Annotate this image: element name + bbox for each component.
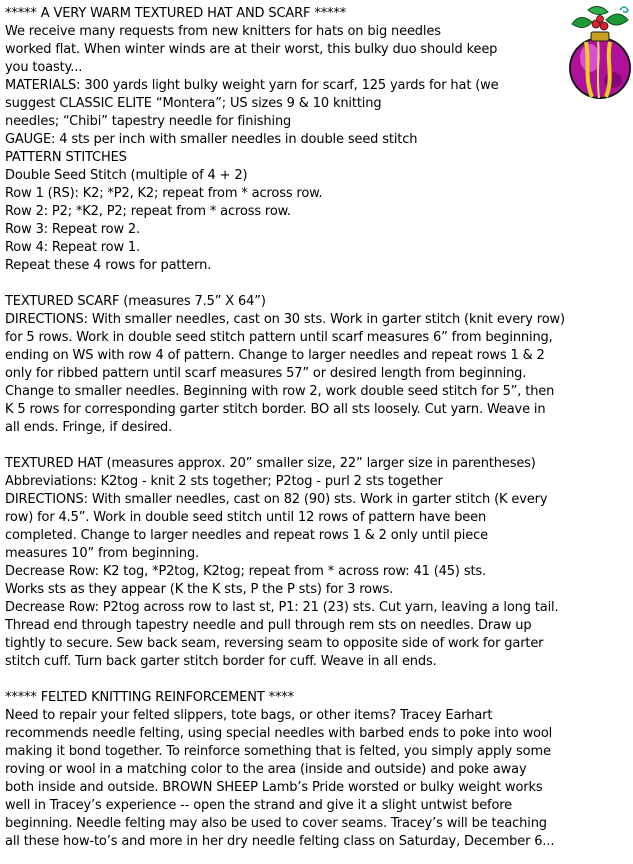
intro-line: worked flat. When winter winds are at their worst, this bulky duo should keep [5, 42, 498, 57]
article-heading-hat-scarf: ***** A VERY WARM TEXTURED HAT AND SCARF ***** [5, 6, 347, 21]
hat-line: Abbreviations: K2tog - knit 2 sts together; P2tog - purl 2 sts together [5, 474, 443, 489]
gauge-line: GAUGE: 4 sts per inch with smaller needles in double seed stitch [5, 132, 418, 147]
materials-line: suggest CLASSIC ELITE “Montera”; US sizes 9 & 10 knitting [5, 96, 382, 111]
hat-line: Decrease Row: K2 tog, *P2tog, K2tog; repeat from * across row: 41 (45) sts. [5, 564, 486, 579]
hat-line: Works sts as they appear (K the K sts, P the P sts) for 3 rows. [5, 582, 394, 597]
scarf-line: DIRECTIONS: With smaller needles, cast on 30 sts. Work in garter stitch (knit every row) [5, 312, 565, 327]
scarf-line: only for ribbed pattern until scarf measures 57” or desired length from beginning. [5, 366, 527, 381]
pattern-stitch-line: Row 3: Repeat row 2. [5, 222, 141, 237]
felting-line: all these how-to’s and more in her dry needle felting class on Saturday, December 6... [5, 834, 555, 849]
christmas-ornament-icon [558, 2, 632, 102]
pattern-stitch-line: Row 4: Repeat row 1. [5, 240, 141, 255]
intro-line: you toasty... [5, 60, 83, 75]
pattern-stitch-line: Row 2: P2; *K2, P2; repeat from * across row. [5, 204, 291, 219]
materials-line: needles; “Chibi” tapestry needle for finishing [5, 114, 292, 129]
hat-line: measures 10” from beginning. [5, 546, 200, 561]
felting-line: roving or wool in a matching color to the area (inside and outside) and poke away [5, 762, 527, 777]
hat-line: Thread end through tapestry needle and pull through rem sts on needles. Draw up [5, 618, 532, 633]
hat-line: stitch cuff. Turn back garter stitch border for cuff. Weave in all ends. [5, 654, 437, 669]
felting-line: beginning. Needle felting may also be used to cover seams. Tracey’s will be teaching [5, 816, 547, 831]
felting-line: both inside and outside. BROWN SHEEP Lamb’s Pride worsted or bulky weight works [5, 780, 543, 795]
felting-line: making it bond together. To reinforce something that is felted, you simply apply some [5, 744, 551, 759]
felting-line: Need to repair your felted slippers, tote bags, or other items? Tracey Earhart [5, 708, 493, 723]
hat-line: tightly to secure. Sew back seam, reversing seam to opposite side of work for garter [5, 636, 544, 651]
hat-line: DIRECTIONS: With smaller needles, cast on 82 (90) sts. Work in garter stitch (K every [5, 492, 548, 507]
intro-line: We receive many requests from new knitters for hats on big needles [5, 24, 441, 39]
hat-line: row) for 4.5”. Work in double seed stitch until 12 rows of pattern have been [5, 510, 487, 525]
article-heading-felting: ***** FELTED KNITTING REINFORCEMENT **** [5, 690, 294, 705]
felting-line: well in Tracey’s experience -- open the strand and give it a slight untwist before [5, 798, 513, 813]
scarf-line: all ends. Fringe, if desired. [5, 420, 173, 435]
materials-line: MATERIALS: 300 yards light bulky weight yarn for scarf, 125 yards for hat (we [5, 78, 499, 93]
hat-line: completed. Change to larger needles and repeat rows 1 & 2 only until piece [5, 528, 488, 543]
pattern-stitch-line: Double Seed Stitch (multiple of 4 + 2) [5, 168, 248, 183]
scarf-line: for 5 rows. Work in double seed stitch pattern until scarf measures 6” from beginning, [5, 330, 553, 345]
felting-line: recommends needle felting, using special needles with barbed ends to poke into wool [5, 726, 553, 741]
hat-heading: TEXTURED HAT (measures approx. 20” smaller size, 22” larger size in parentheses) [5, 456, 536, 471]
scarf-line: K 5 rows for corresponding garter stitch border. BO all sts loosely. Cut yarn. Weave in [5, 402, 546, 417]
pattern-stitches-heading: PATTERN STITCHES [5, 150, 127, 165]
scarf-line: Change to smaller needles. Beginning with row 2, work double seed stitch for 5”, then [5, 384, 555, 399]
scarf-heading: TEXTURED SCARF (measures 7.5” X 64”) [5, 294, 266, 309]
scarf-line: ending on WS with row 4 of pattern. Change to larger needles and repeat rows 1 & 2 [5, 348, 545, 363]
hat-line: Decrease Row: P2tog across row to last st, P1: 21 (23) sts. Cut yarn, leaving a long tail. [5, 600, 559, 615]
pattern-stitch-line: Row 1 (RS): K2; *P2, K2; repeat from * across row. [5, 186, 323, 201]
pattern-stitch-line: Repeat these 4 rows for pattern. [5, 258, 212, 273]
